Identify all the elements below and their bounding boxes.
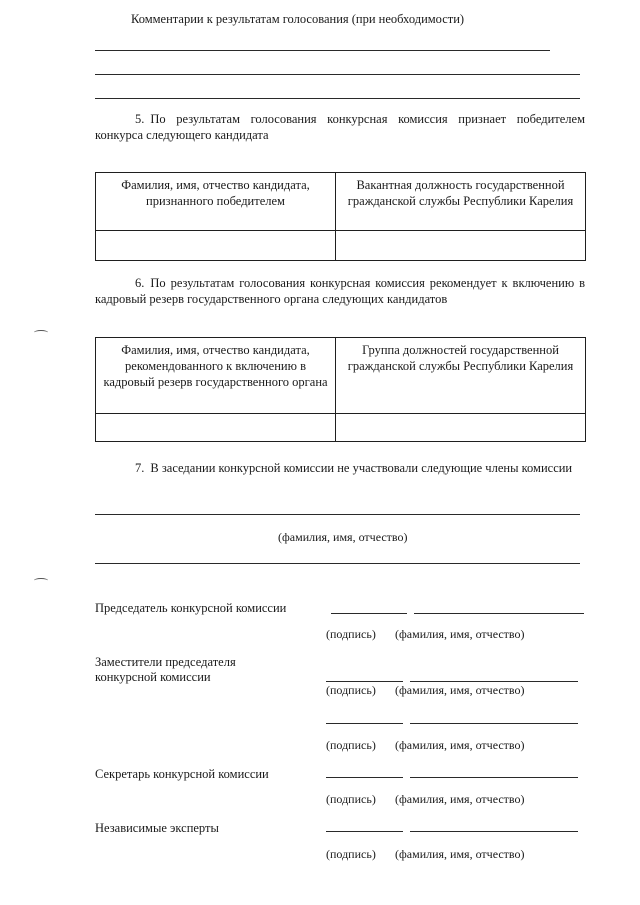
deputy-1-sign-line — [326, 681, 403, 682]
experts-name-line — [410, 831, 578, 832]
scan-mark — [34, 578, 48, 583]
reserve-table-cell-name — [96, 414, 336, 442]
scan-mark — [34, 330, 48, 335]
comment-line-3 — [95, 98, 580, 99]
reserve-table-header-group: Группа должностей государственной гражданской службы Республики Карелия — [336, 338, 586, 414]
deputy-1-sign-caption: (подпись) — [326, 683, 376, 697]
chair-name-caption: (фамилия, имя, отчество) — [395, 627, 525, 641]
deputies-label-line-2: конкурсной комиссии — [95, 670, 211, 684]
winner-table-cell-position — [336, 231, 586, 261]
winner-table — [95, 172, 586, 261]
secretary-sign-line — [326, 777, 403, 778]
deputies-label-line-1: Заместители председателя — [95, 655, 236, 669]
reserve-table-cell-group — [336, 414, 586, 442]
deputy-2-sign-line — [326, 723, 403, 724]
comment-line-1 — [95, 50, 550, 51]
section-5-paragraph — [95, 112, 585, 143]
deputy-1-name-line — [410, 681, 578, 682]
absent-members-line-2 — [95, 563, 580, 564]
section-7-number: 7. — [135, 461, 145, 475]
experts-sign-caption: (подпись) — [326, 847, 376, 861]
chair-label: Председатель конкурсной комиссии — [95, 601, 287, 615]
winner-table-header-name: Фамилия, имя, отчество кандидата, признанного победителем — [96, 173, 336, 231]
section-7-paragraph — [95, 461, 585, 477]
chair-sign-line — [331, 613, 407, 614]
section-6-number: 6. — [135, 276, 145, 290]
deputy-1-name-caption: (фамилия, имя, отчество) — [395, 683, 525, 697]
reserve-table-header-name: Фамилия, имя, отчество кандидата, рекомендованного к включению в кадровый резерв государственного органа — [96, 338, 336, 414]
deputy-2-name-line — [410, 723, 578, 724]
secretary-sign-caption: (подпись) — [326, 792, 376, 806]
absent-fio-caption: (фамилия, имя, отчество) — [278, 530, 408, 544]
chair-sign-caption: (подпись) — [326, 627, 376, 641]
deputy-2-name-caption: (фамилия, имя, отчество) — [395, 738, 525, 752]
section-7-text: В заседании конкурсной комиссии не участвовали следующие члены комиссии — [150, 461, 573, 475]
winner-table-header-position: Вакантная должность государственной гражданской службы Республики Карелия — [336, 173, 586, 231]
comment-line-2 — [95, 74, 580, 75]
chair-name-line — [414, 613, 584, 614]
secretary-label: Секретарь конкурсной комиссии — [95, 767, 269, 781]
deputy-2-sign-caption: (подпись) — [326, 738, 376, 752]
section-6-paragraph — [95, 276, 585, 307]
absent-members-line — [95, 514, 580, 515]
secretary-name-caption: (фамилия, имя, отчество) — [395, 792, 525, 806]
comments-label: Комментарии к результатам голосования (при необходимости) — [131, 12, 465, 26]
winner-table-cell-name — [96, 231, 336, 261]
section-5-text: По результатам голосования конкурсная комиссия признает победителем конкурса следующего кандидата — [95, 112, 585, 142]
experts-label: Независимые эксперты — [95, 821, 219, 835]
experts-sign-line — [326, 831, 403, 832]
section-5-number: 5. — [135, 112, 145, 126]
experts-name-caption: (фамилия, имя, отчество) — [395, 847, 525, 861]
secretary-name-line — [410, 777, 578, 778]
reserve-table — [95, 337, 586, 442]
section-6-text: По результатам голосования конкурсная комиссия рекомендует к включению в кадровый резерв государственного органа следующих кандидатов — [95, 276, 585, 306]
